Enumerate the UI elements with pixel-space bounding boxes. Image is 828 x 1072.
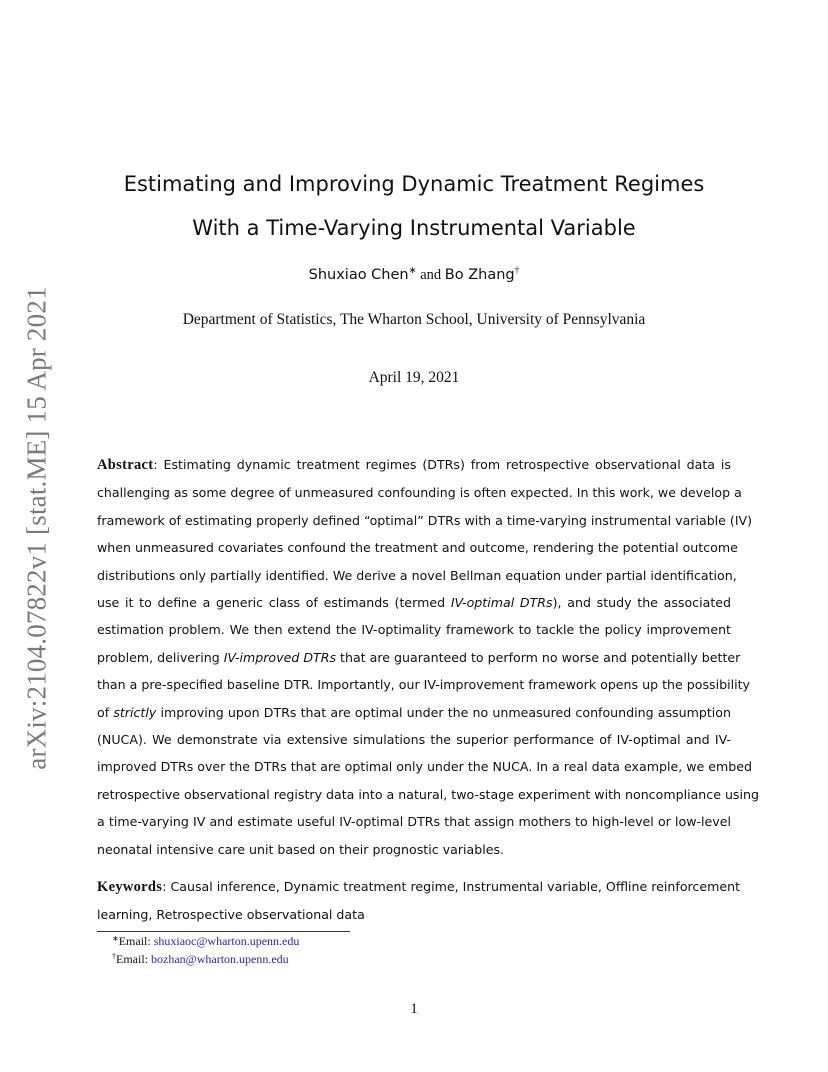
abstract-text: problem, delivering <box>97 649 224 665</box>
abstract-line: challenging as some degree of unmeasured confounding is often expected. In this work, we develop a <box>97 485 742 501</box>
abstract-line: framework of estimating properly defined “optimal” DTRs with a time-varying instrumental variable (IV) <box>97 512 753 528</box>
keywords-label: Keywords <box>97 879 163 895</box>
page-number: 1 <box>410 1001 418 1017</box>
arxiv-stamp: arXiv:2104.07822v1 [stat.ME] 15 Apr 2021 <box>21 286 52 770</box>
footnote-2 <box>112 952 289 967</box>
abstract-line: neonatal intensive care unit based on their prognostic variables. <box>97 841 505 857</box>
abstract-text: of <box>97 704 114 720</box>
footnote-mark: ∗ <box>112 934 119 943</box>
abstract-text: use it to define a generic class of estimands (termed <box>97 595 451 611</box>
abstract-text: improving upon DTRs that are optimal under the no unmeasured confounding assumption <box>156 704 731 720</box>
abstract-line: : Estimating dynamic treatment regimes (DTRs) from retrospective observational data is <box>153 457 731 472</box>
abstract-line: when unmeasured covariates confound the treatment and outcome, rendering the potential outcome <box>97 540 738 556</box>
author-footnote-mark-2: † <box>514 266 520 276</box>
abstract-line: (NUCA). We demonstrate via extensive simulations the superior performance of IV-optimal and IV- <box>97 732 731 748</box>
abstract-line: retrospective observational registry data into a natural, two-stage experiment with noncompliance using <box>97 786 759 802</box>
title-line-2: With a Time-Varying Instrumental Variable <box>192 216 636 240</box>
footnote-label: Email: <box>116 952 151 966</box>
paper-title <box>60 162 768 250</box>
abstract-line: improved DTRs over the DTRs that are optimal only under the NUCA. In a real data example, we embed <box>97 759 753 775</box>
emphasis-iv-improved: IV-improved DTRs <box>223 649 337 665</box>
abstract <box>97 451 759 863</box>
author-separator: and <box>416 267 445 283</box>
author-name-1: Shuxiao Chen <box>308 267 409 283</box>
abstract-line: a time-varying IV and estimate useful IV-optimal DTRs that assign mothers to high-level or low-level <box>97 814 731 830</box>
email-link-1[interactable]: shuxiaoc@wharton.upenn.edu <box>153 934 300 948</box>
abstract-line: estimation problem. We then extend the IV-optimality framework to tackle the policy improvement <box>97 622 731 638</box>
author-list <box>0 265 828 284</box>
author-footnote-mark-1: ∗ <box>408 266 417 276</box>
footnote-mark: † <box>112 952 116 961</box>
affiliation: Department of Statistics, The Wharton School, University of Pennsylvania <box>182 311 646 328</box>
abstract-text: that are guaranteed to perform no worse and potentially better <box>336 649 741 665</box>
author-name-2: Bo Zhang <box>444 267 515 283</box>
emphasis-iv-optimal: IV-optimal DTRs <box>450 595 553 611</box>
footnote-divider <box>97 931 350 932</box>
footnote-1 <box>112 934 299 949</box>
footnote-label: Email: <box>118 934 154 948</box>
email-link-2[interactable]: bozhan@wharton.upenn.edu <box>151 952 289 966</box>
keywords-line: : Causal inference, Dynamic treatment regime, Instrumental variable, Offline reinforcement <box>162 879 741 894</box>
emphasis-strictly: strictly <box>113 704 157 720</box>
title-line-1: Estimating and Improving Dynamic Treatment Regimes <box>123 172 705 196</box>
abstract-label: Abstract <box>97 457 154 473</box>
abstract-line: than a pre-specified baseline DTR. Importantly, our IV-improvement framework opens up the possibility <box>97 677 750 693</box>
keywords <box>97 873 741 929</box>
keywords-line: learning, Retrospective observational data <box>97 907 365 923</box>
abstract-text: ), and study the associated <box>552 595 731 611</box>
paper-date: April 19, 2021 <box>368 369 460 386</box>
abstract-line: distributions only partially identified. We derive a novel Bellman equation under partial identification, <box>97 567 737 583</box>
